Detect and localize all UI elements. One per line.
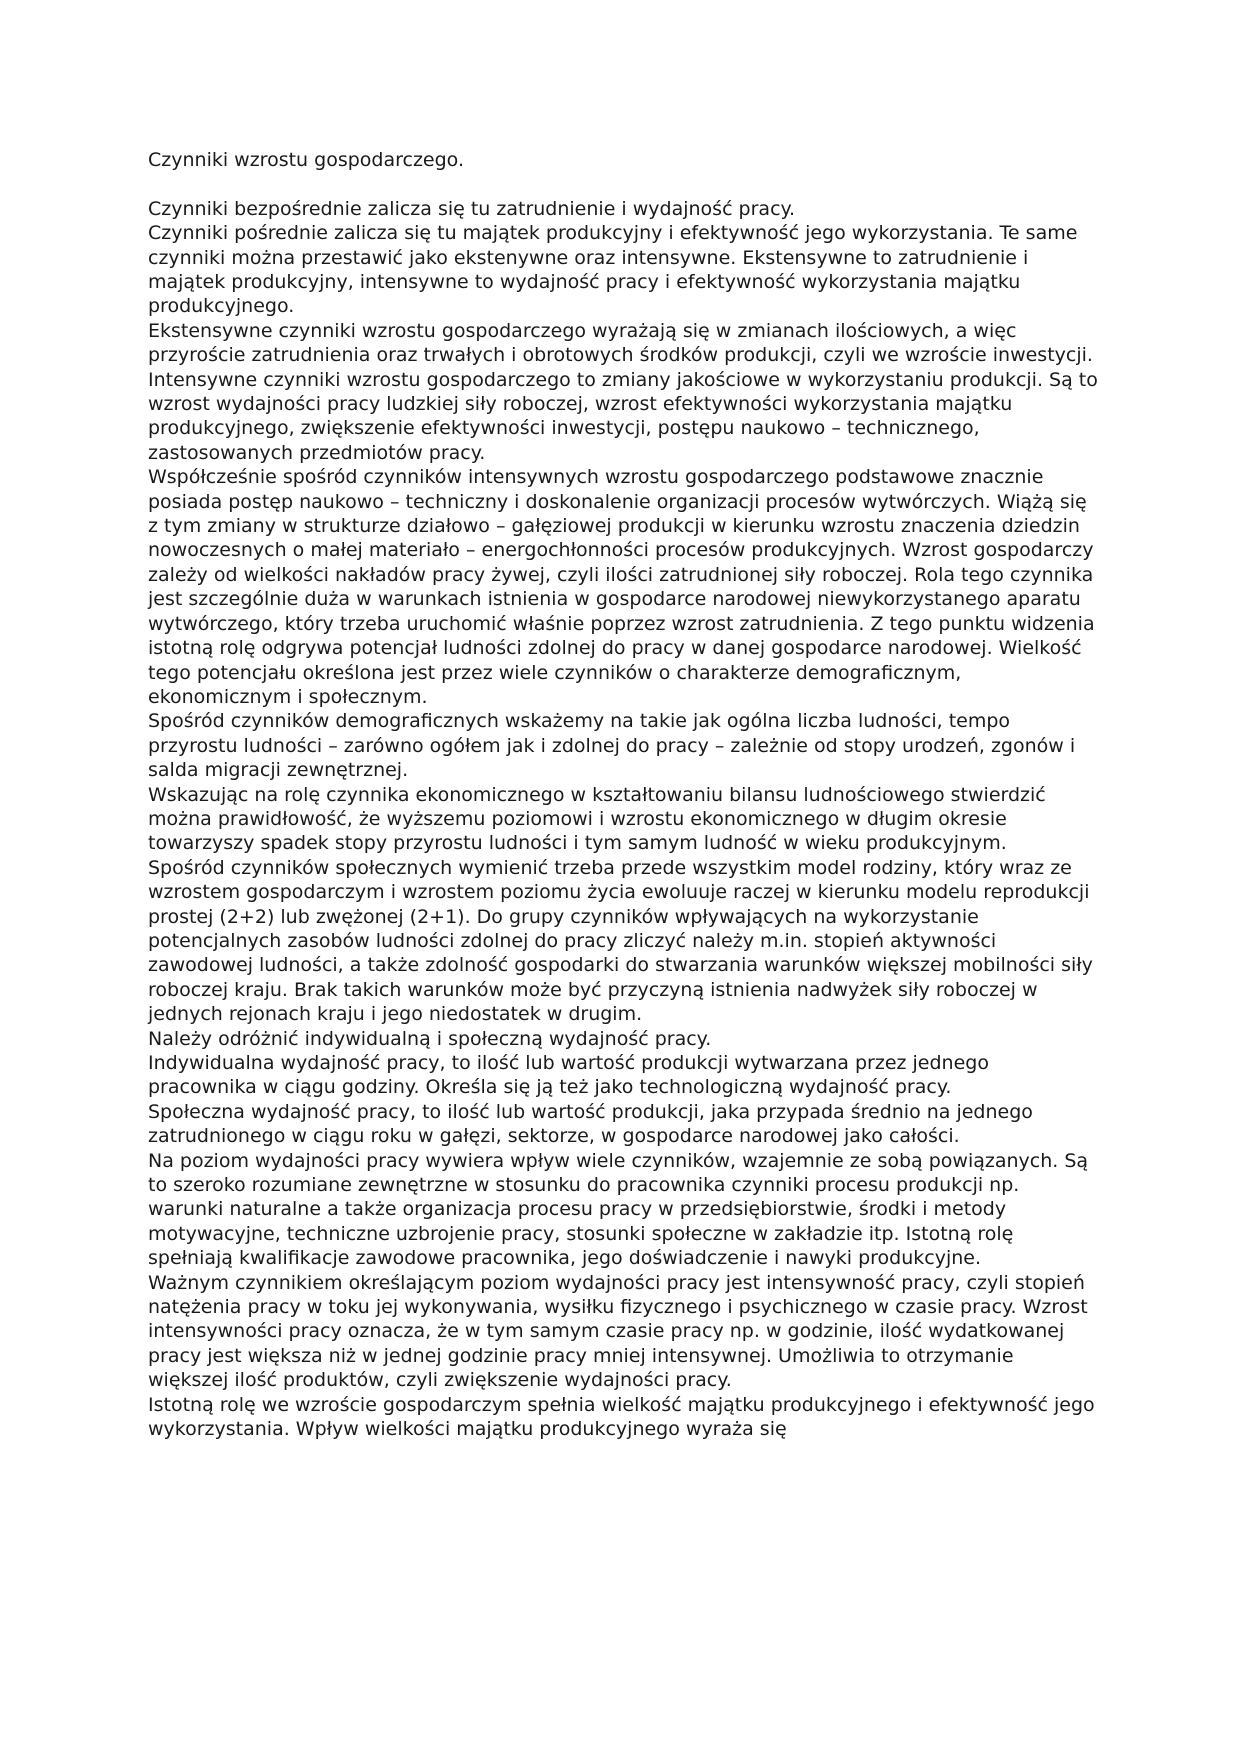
- paragraph-productivity-types: Należy odróżnić indywidualną i społeczną wydajność pracy.: [148, 1027, 712, 1050]
- paragraph-social-factors: Spośród czynników społecznych wymienić trzeba przede wszystkim model rodziny, który wraz ze wzrostem gospodarczym i wzrostem poziomu życia ewoluuje raczej w kierunku modelu reprodukcji prostej (2+2) lub zwężonej (2+1). Do grupy czynników wpływających na wykorzystanie potencjalnych zasobów ludności zdolnej do pracy zliczyć należy m.in. stopień aktywności zawodowej ludności, a także zdolność gospodarki do stwarzania warunków większej mobilności siły roboczej kraju. Brak takich warunków może być przyczyną istnienia nadwyżek siły roboczej w jednych rejonach kraju i jego niedostatek w drugim.: [148, 856, 1093, 1026]
- paragraph-work-intensity: Ważnym czynnikiem określającym poziom wydajności pracy jest intensywność pracy, czyli stopień natężenia pracy w toku jej wykonywania, wysiłku fizycznego i psychicznego w czasie pracy. Wzrost intensywności pracy oznacza, że w tym samym czasie pracy np. w godzinie, ilość wydatkowanej pracy jest większa niż w jednej godzinie pracy mniej intensywnej. Umożliwia to otrzymanie większej ilość produktów, czyli zwiększenie wydajności pracy.: [148, 1271, 1088, 1392]
- paragraph-economic-factor: Wskazując na rolę czynnika ekonomicznego w kształtowaniu bilansu ludnościowego stwierdzić można prawidłowość, że wyższemu poziomowi i wzrostu ekonomicznego w długim okresie towarzyszy spadek stopy przyrostu ludności i tym samym ludność w wieku produkcyjnym.: [148, 783, 1046, 855]
- paragraph-intensive-factors: Intensywne czynniki wzrostu gospodarczego to zmiany jakościowe w wykorzystaniu produkcji. Są to wzrost wydajności pracy ludzkiej siły roboczej, wzrost efektywności wykorzystania majątku produkcyjnego, zwiększenie efektywności inwestycji, postępu naukowo – technicznego, zastosowanych przedmiotów pracy.: [148, 368, 1098, 464]
- paragraph-indirect-factors: Czynniki pośrednie zalicza się tu majątek produkcyjny i efektywność jego wykorzystania. Te same czynniki można przestawić jako ekstenywne oraz intensywne. Ekstensywne to zatrudnienie i majątek produkcyjny, intensywne to wydajność pracy i efektywność wykorzystania majątku produkcyjnego.: [148, 222, 1078, 318]
- document-body: [148, 148, 1098, 1442]
- paragraph-productivity-influences: Na poziom wydajności pracy wywiera wpływ wiele czynników, wzajemnie ze sobą powiązanych. Są to szeroko rozumiane zewnętrzne w stosunku do pracownika czynniki procesu produkcji np. warunki naturalne a także organizacja procesu pracy w przedsiębiorstwie, środki i metody motywacyjne, techniczne uzbrojenie pracy, stosunki społeczne w zakładzie itp. Istotną rolę spełniają kwalifikacje zawodowe pracownika, jego doświadczenie i nawyki produkcyjne.: [148, 1149, 1089, 1270]
- paragraph-technical-progress: Współcześnie spośród czynników intensywnych wzrostu gospodarczego podstawowe znacznie posiada postęp naukowo – techniczny i doskonalenie organizacji procesów wytwórczych. Wiążą się z tym zmiany w strukturze działowo – gałęziowej produkcji w kierunku wzrostu znaczenia dziedzin nowoczesnych o małej materiało – energochłonności procesów produkcyjnych. Wzrost gospodarczy zależy od wielkości nakładów pracy żywej, czyli ilości zatrudnionej siły roboczej. Rola tego czynnika jest szczególnie duża w warunkach istnienia w gospodarce narodowej niewykorzystanego aparatu wytwórczego, który trzeba uruchomić właśnie poprzez wzrost zatrudnienia. Z tego punktu widzenia istotną rolę odgrywa potencjał ludności zdolnej do pracy w danej gospodarce narodowej. Wielkość tego potencjału określona jest przez wiele czynników o charakterze demograficznym, ekonomicznym i społecznym.: [148, 466, 1095, 708]
- paragraph-extensive-factors: Ekstensywne czynniki wzrostu gospodarczego wyrażają się w zmianach ilościowych, a więc przyroście zatrudnienia oraz trwałych i obrotowych środków produkcji, czyli we wzroście inwestycji.: [148, 319, 1093, 367]
- paragraph-social-productivity: Społeczna wydajność pracy, to ilość lub wartość produkcji, jaka przypada średnio na jednego zatrudnionego w ciągu roku w gałęzi, sektorze, w gospodarce narodowej jako całości.: [148, 1100, 1033, 1148]
- paragraph-demographic-factors: Spośród czynników demograficznych wskażemy na takie jak ogólna liczba ludności, tempo przyrostu ludności – zarówno ogółem jak i zdolnej do pracy – zależnie od stopy urodzeń, zgonów i salda migracji zewnętrznej.: [148, 710, 1076, 782]
- paragraph-production-assets: Istotną rolę we wzroście gospodarczym spełnia wielkość majątku produkcyjnego i efektywność jego wykorzystania. Wpływ wielkości majątku produkcyjnego wyraża się: [148, 1393, 1095, 1441]
- paragraph-direct-factors: Czynniki bezpośrednie zalicza się tu zatrudnienie i wydajność pracy.: [148, 197, 796, 220]
- paragraph-individual-productivity: Indywidualna wydajność pracy, to ilość lub wartość produkcji wytwarzana przez jednego pracownika w ciągu godziny. Określa się ją też jako technologiczną wydajność pracy.: [148, 1052, 989, 1099]
- document-title: Czynniki wzrostu gospodarczego.: [148, 149, 464, 171]
